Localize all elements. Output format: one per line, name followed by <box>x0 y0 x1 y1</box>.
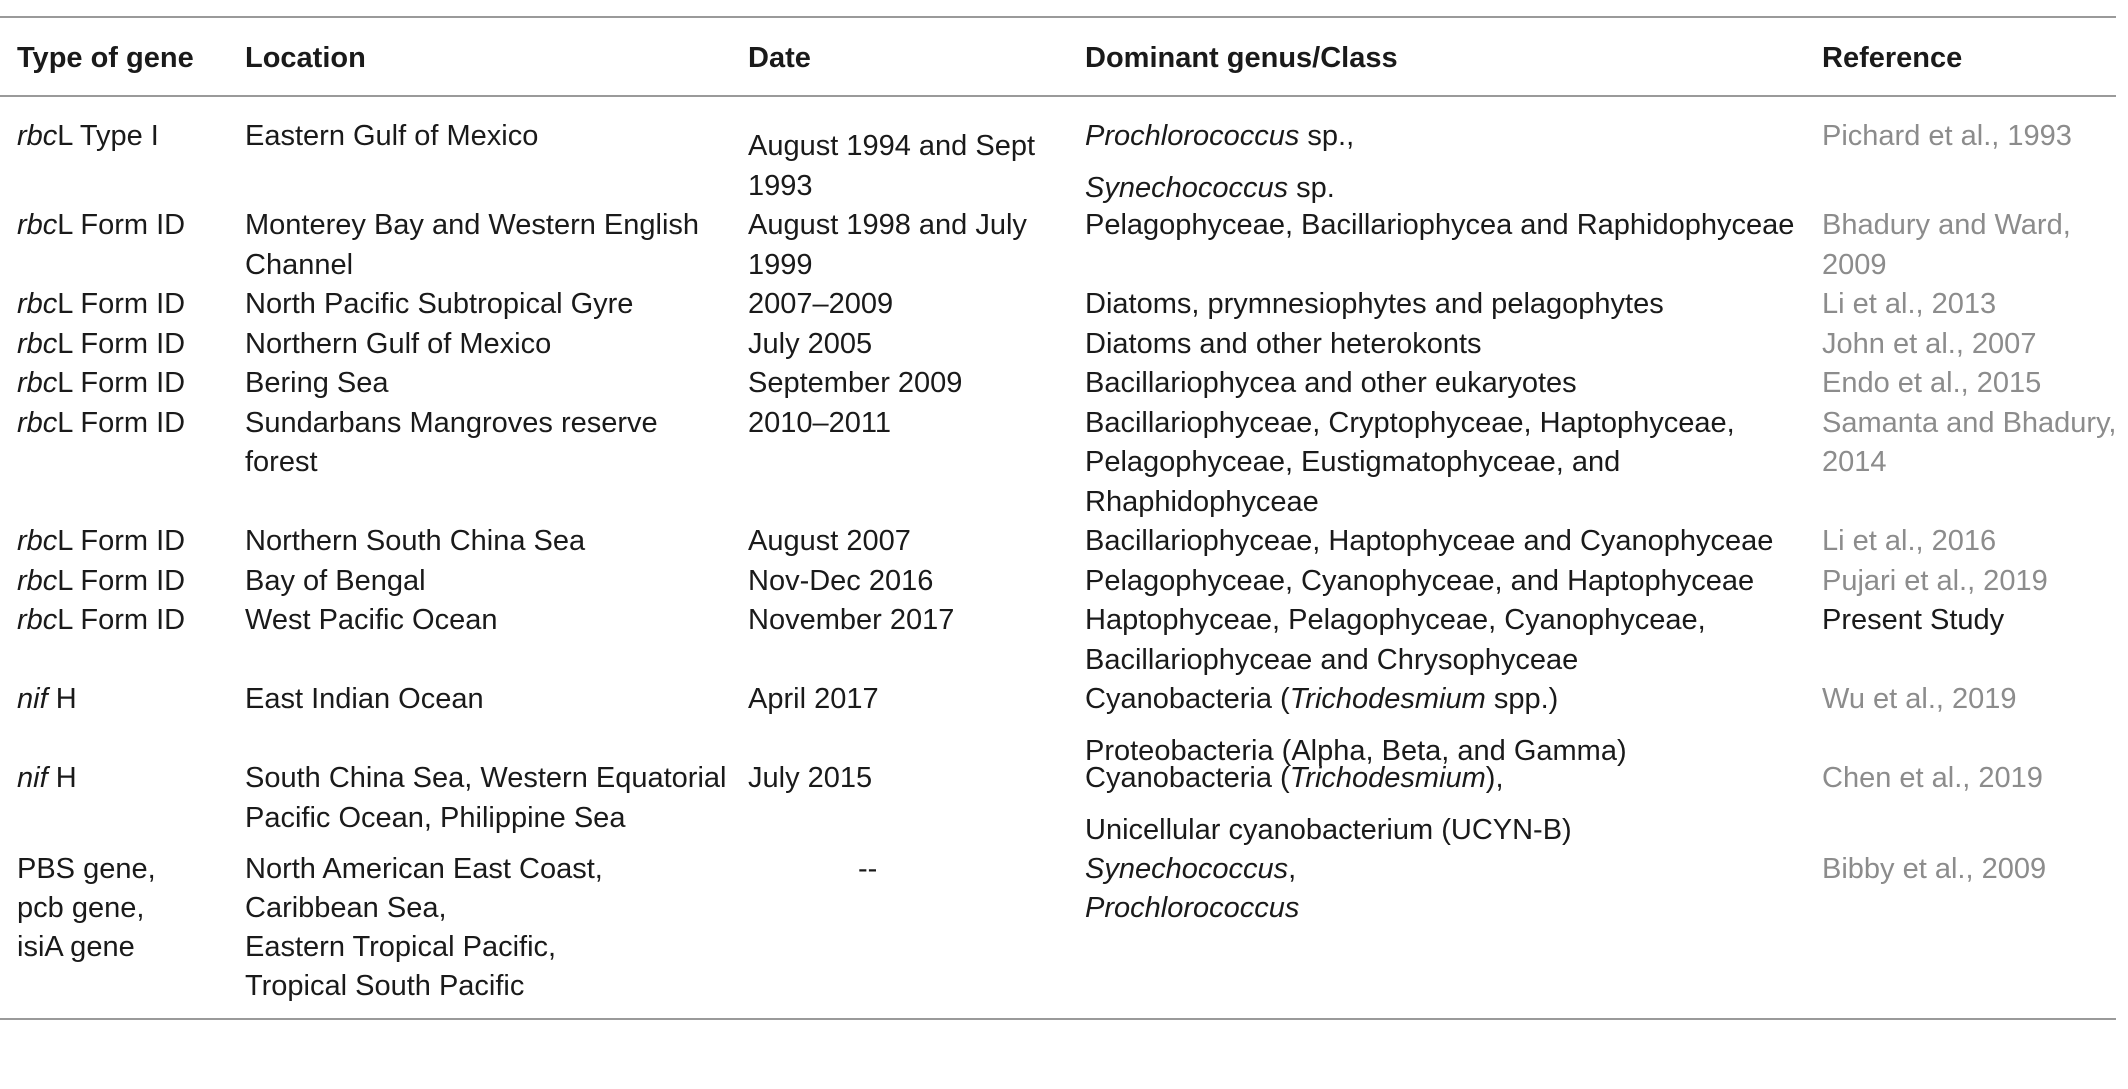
genus-text: Diatoms, prymnesiophytes and pelagophytes <box>1085 288 1664 320</box>
reference-line <box>1822 364 2116 404</box>
date-cell <box>748 364 1085 404</box>
reference-cell <box>1822 601 2116 680</box>
genus-italic: Synechococcus <box>1085 171 1289 204</box>
gene-italic: rbc <box>17 406 58 439</box>
genus-text: Rhaphidophyceae <box>1085 485 1319 518</box>
reference-line <box>1822 759 2116 799</box>
genus-text: Pelagophyceae, Eustigmatophyceae, and <box>1085 446 1621 478</box>
reference-cell <box>1822 206 2116 285</box>
reference-line <box>1822 562 2116 602</box>
location-line <box>245 206 748 246</box>
genus-text: Bacillariophyceae, Cryptophyceae, Haptophyceae, <box>1085 406 1735 439</box>
location-line <box>245 522 748 562</box>
reference-line <box>1822 850 2116 889</box>
gene-italic: rbc <box>17 367 58 399</box>
genus-text: , <box>1288 853 1297 885</box>
gene-line <box>17 325 245 365</box>
date-text: August 1998 and July <box>748 209 1027 241</box>
genus-text: Bacillariophyceae, Haptophyceae and Cyanophyceae <box>1085 525 1774 557</box>
table-row <box>0 117 2116 208</box>
reference-line <box>1822 117 2116 157</box>
date-text: Nov-Dec 2016 <box>748 564 934 597</box>
reference-text: Bhadury and Ward, <box>1822 209 2071 241</box>
reference-cell <box>1822 285 2116 325</box>
gene-italic: nif <box>17 683 48 715</box>
reference-line <box>1822 325 2116 365</box>
gene-line <box>17 928 245 967</box>
gene-cell <box>0 117 245 208</box>
date-text: 2010–2011 <box>748 406 892 439</box>
gene-line <box>17 759 245 799</box>
date-line <box>748 680 1085 720</box>
genus-text: sp., <box>1299 120 1355 152</box>
date-text: -- <box>858 853 878 885</box>
date-cell <box>748 601 1085 680</box>
location-line <box>245 364 748 404</box>
reference-line <box>1822 522 2116 562</box>
genus-line <box>1085 641 1822 681</box>
header-row <box>0 18 2116 95</box>
date-text: 1999 <box>748 248 813 281</box>
reference-text: Present Study <box>1822 604 2005 636</box>
genus-text: Proteobacteria (Alpha, Beta, and Gamma) <box>1085 734 1627 767</box>
genus-text: Pelagophyceae, Cyanophyceae, and Haptophyceae <box>1085 564 1755 597</box>
reference-cell <box>1822 325 2116 365</box>
location-text: Monterey Bay and Western English <box>245 209 700 241</box>
gene-line <box>17 889 245 928</box>
reference-line <box>1822 601 2116 641</box>
header-reference: Reference <box>1822 41 1963 74</box>
reference-text: Wu et al., 2019 <box>1822 683 2017 715</box>
header-date: Date <box>748 41 811 74</box>
date-line <box>748 562 1085 602</box>
genus-cell <box>1085 850 1822 1006</box>
reference-cell <box>1822 404 2116 523</box>
gene-cell <box>0 601 245 680</box>
genus-line <box>1085 169 1822 209</box>
genus-line <box>1085 325 1822 365</box>
reference-cell <box>1822 759 2116 850</box>
location-text: Eastern Gulf of Mexico <box>245 120 539 152</box>
location-line <box>245 601 748 641</box>
reference-text: John et al., 2007 <box>1822 327 2037 360</box>
genus-text: sp. <box>1288 171 1335 204</box>
location-line <box>245 117 748 157</box>
date-text: April 2017 <box>748 683 879 715</box>
location-line <box>245 850 748 889</box>
gene-line <box>17 562 245 602</box>
location-cell <box>245 601 748 680</box>
reference-cell <box>1822 522 2116 562</box>
date-cell <box>748 562 1085 602</box>
location-line <box>245 889 748 928</box>
gene-cell <box>0 404 245 523</box>
reference-text: 2009 <box>1822 248 1887 281</box>
genus-text: Cyanobacteria ( <box>1085 762 1290 794</box>
gene-text: pcb gene, <box>17 892 145 924</box>
genus-line <box>1085 811 1822 851</box>
genus-italic: Trichodesmium <box>1289 762 1486 794</box>
location-cell <box>245 522 748 562</box>
location-cell <box>245 759 748 850</box>
table-row <box>0 850 2116 1006</box>
gene-line <box>17 404 245 444</box>
genus-cell <box>1085 404 1822 523</box>
reference-line <box>1822 285 2116 325</box>
gene-cell <box>0 325 245 365</box>
gene-line <box>17 206 245 246</box>
gene-cell <box>0 285 245 325</box>
reference-text: Endo et al., 2015 <box>1822 367 2042 399</box>
genus-line <box>1085 117 1822 157</box>
table-row <box>0 759 2116 850</box>
date-cell <box>748 404 1085 523</box>
gene-italic: rbc <box>17 525 58 557</box>
genus-text: ), <box>1485 762 1504 794</box>
table-row <box>0 601 2116 680</box>
header-location: Location <box>245 41 366 74</box>
date-line <box>748 127 1085 167</box>
location-line <box>245 928 748 967</box>
gene-text: L Type I <box>57 120 159 152</box>
date-line <box>748 246 1085 286</box>
genus-italic: Trichodesmium <box>1289 683 1486 715</box>
genus-cell <box>1085 117 1822 208</box>
gene-italic: rbc <box>17 564 58 597</box>
header-type-of-gene: Type of gene <box>17 41 194 74</box>
date-line <box>748 364 1085 404</box>
genus-italic: Synechococcus <box>1085 853 1289 885</box>
location-text: North American East Coast, <box>245 853 603 885</box>
reference-cell <box>1822 680 2116 771</box>
reference-line <box>1822 206 2116 246</box>
date-text: September 2009 <box>748 367 963 399</box>
genus-line <box>1085 562 1822 602</box>
gene-cell <box>0 562 245 602</box>
gene-italic: rbc <box>17 288 58 320</box>
location-line <box>245 680 748 720</box>
genus-line <box>1085 285 1822 325</box>
gene-text: L Form ID <box>57 288 186 320</box>
genus-cell <box>1085 601 1822 680</box>
genus-line <box>1085 206 1822 246</box>
reference-line <box>1822 246 2116 286</box>
gene-cell <box>0 680 245 771</box>
date-line <box>748 759 1085 799</box>
date-line <box>748 522 1085 562</box>
gene-line <box>17 117 245 157</box>
location-text: forest <box>245 446 318 478</box>
location-text: Northern South China Sea <box>245 525 586 557</box>
gene-italic: rbc <box>17 209 58 241</box>
genus-cell <box>1085 759 1822 850</box>
table-row <box>0 285 2116 325</box>
location-line <box>245 562 748 602</box>
location-text: North Pacific Subtropical Gyre <box>245 288 634 320</box>
genus-line <box>1085 680 1822 720</box>
genus-line <box>1085 601 1822 641</box>
genus-line <box>1085 364 1822 404</box>
location-text: Tropical South Pacific <box>245 970 525 1002</box>
gene-text: L Form ID <box>57 327 186 360</box>
genus-cell <box>1085 364 1822 404</box>
location-text: Channel <box>245 248 354 281</box>
gene-text: PBS gene, <box>17 853 156 885</box>
location-cell <box>245 325 748 365</box>
gene-text: L Form ID <box>57 604 186 636</box>
date-line <box>748 206 1085 246</box>
genus-line <box>1085 759 1822 799</box>
reference-text: Bibby et al., 2009 <box>1822 853 2047 885</box>
location-text: Northern Gulf of Mexico <box>245 327 552 360</box>
date-line <box>748 850 1085 889</box>
location-line <box>245 799 748 839</box>
table-row <box>0 522 2116 562</box>
gene-text: L Form ID <box>57 525 186 557</box>
location-line <box>245 285 748 325</box>
genus-text: Pelagophyceae, Bacillariophycea and Raphidophyceae <box>1085 209 1795 241</box>
gene-italic: rbc <box>17 120 58 152</box>
date-text: July 2015 <box>748 762 873 794</box>
data-table <box>0 16 2116 1020</box>
header-dominant-genus: Dominant genus/Class <box>1085 41 1398 74</box>
bottom-rule <box>0 1018 2116 1020</box>
genus-cell <box>1085 680 1822 771</box>
location-text: Bay of Bengal <box>245 564 426 597</box>
reference-cell <box>1822 117 2116 208</box>
date-line <box>748 325 1085 365</box>
genus-text: Bacillariophyceae and Chrysophyceae <box>1085 643 1579 676</box>
gene-line <box>17 601 245 641</box>
date-cell <box>748 117 1085 208</box>
reference-cell <box>1822 364 2116 404</box>
genus-text: Bacillariophycea and other eukaryotes <box>1085 367 1577 399</box>
gene-line <box>17 285 245 325</box>
genus-text: spp.) <box>1485 683 1559 715</box>
table-row <box>0 364 2116 404</box>
gene-line <box>17 850 245 889</box>
gene-text: isiA gene <box>17 931 135 963</box>
gene-cell <box>0 522 245 562</box>
date-text: November 2017 <box>748 604 955 636</box>
reference-text: Li et al., 2013 <box>1822 288 1997 320</box>
gene-line <box>17 680 245 720</box>
genus-cell <box>1085 562 1822 602</box>
genus-cell <box>1085 285 1822 325</box>
location-text: West Pacific Ocean <box>245 604 498 636</box>
gene-text: L Form ID <box>57 367 186 399</box>
reference-text: 2014 <box>1822 446 1887 478</box>
date-line <box>748 404 1085 444</box>
reference-text: Li et al., 2016 <box>1822 525 1997 557</box>
gene-cell <box>0 850 245 1006</box>
genus-text: Haptophyceae, Pelagophyceae, Cyanophyceae, <box>1085 604 1706 636</box>
genus-text: Cyanobacteria ( <box>1085 683 1290 715</box>
location-cell <box>245 364 748 404</box>
reference-text: Pichard et al., 1993 <box>1822 120 2072 152</box>
date-line <box>748 167 1085 207</box>
gene-text: L Form ID <box>57 406 186 439</box>
genus-line <box>1085 443 1822 483</box>
location-line <box>245 325 748 365</box>
location-cell <box>245 680 748 771</box>
location-text: Eastern Tropical Pacific, <box>245 931 557 963</box>
location-text: East Indian Ocean <box>245 683 484 715</box>
location-text: Sundarbans Mangroves reserve <box>245 406 658 439</box>
genus-cell <box>1085 325 1822 365</box>
reference-line <box>1822 443 2116 483</box>
location-cell <box>245 285 748 325</box>
gene-text: L Form ID <box>57 209 186 241</box>
gene-cell <box>0 364 245 404</box>
gene-text: H <box>47 683 77 715</box>
date-cell <box>748 206 1085 285</box>
table-row <box>0 325 2116 365</box>
genus-italic: Prochlorococcus <box>1085 892 1300 924</box>
reference-line <box>1822 404 2116 444</box>
genus-text: Unicellular cyanobacterium (UCYN-B) <box>1085 813 1572 846</box>
date-cell <box>748 759 1085 850</box>
date-text: August 2007 <box>748 525 911 557</box>
genus-text: Diatoms and other heterokonts <box>1085 327 1482 360</box>
genus-line <box>1085 522 1822 562</box>
gene-italic: rbc <box>17 327 58 360</box>
location-cell <box>245 850 748 1006</box>
genus-italic: Prochlorococcus <box>1085 120 1300 152</box>
location-cell <box>245 117 748 208</box>
date-cell <box>748 680 1085 771</box>
date-cell <box>748 325 1085 365</box>
location-text: Bering Sea <box>245 367 389 399</box>
location-line <box>245 759 748 799</box>
location-line <box>245 246 748 286</box>
reference-text: Samanta and Bhadury, <box>1822 406 2117 439</box>
table-body <box>0 97 2116 1018</box>
reference-cell <box>1822 850 2116 1006</box>
date-cell <box>748 522 1085 562</box>
date-text: 2007–2009 <box>748 288 894 320</box>
genus-cell <box>1085 522 1822 562</box>
reference-text: Pujari et al., 2019 <box>1822 564 2048 597</box>
reference-line <box>1822 680 2116 720</box>
date-text: July 2005 <box>748 327 873 360</box>
gene-italic: rbc <box>17 604 58 636</box>
gene-text: H <box>47 762 77 794</box>
date-cell <box>748 285 1085 325</box>
genus-line <box>1085 850 1822 889</box>
date-cell <box>748 850 1085 1006</box>
gene-cell <box>0 759 245 850</box>
date-line <box>748 601 1085 641</box>
genus-line <box>1085 889 1822 928</box>
reference-text: Chen et al., 2019 <box>1822 762 2043 794</box>
date-text: August 1994 and Sept <box>748 130 1036 162</box>
date-text: 1993 <box>748 169 813 202</box>
table-row <box>0 404 2116 523</box>
gene-line <box>17 364 245 404</box>
location-cell <box>245 206 748 285</box>
location-text: South China Sea, Western Equatorial <box>245 762 727 794</box>
gene-line <box>17 522 245 562</box>
location-cell <box>245 562 748 602</box>
gene-text: L Form ID <box>57 564 186 597</box>
location-line <box>245 443 748 483</box>
reference-cell <box>1822 562 2116 602</box>
gene-cell <box>0 206 245 285</box>
genus-line <box>1085 483 1822 523</box>
genus-line <box>1085 404 1822 444</box>
date-line <box>748 285 1085 325</box>
location-cell <box>245 404 748 523</box>
location-line <box>245 967 748 1006</box>
table-row <box>0 206 2116 285</box>
location-text: Caribbean Sea, <box>245 892 447 924</box>
location-text: Pacific Ocean, Philippine Sea <box>245 801 626 834</box>
table-row <box>0 680 2116 771</box>
gene-italic: nif <box>17 762 48 794</box>
location-line <box>245 404 748 444</box>
table-row <box>0 562 2116 602</box>
genus-cell <box>1085 206 1822 285</box>
